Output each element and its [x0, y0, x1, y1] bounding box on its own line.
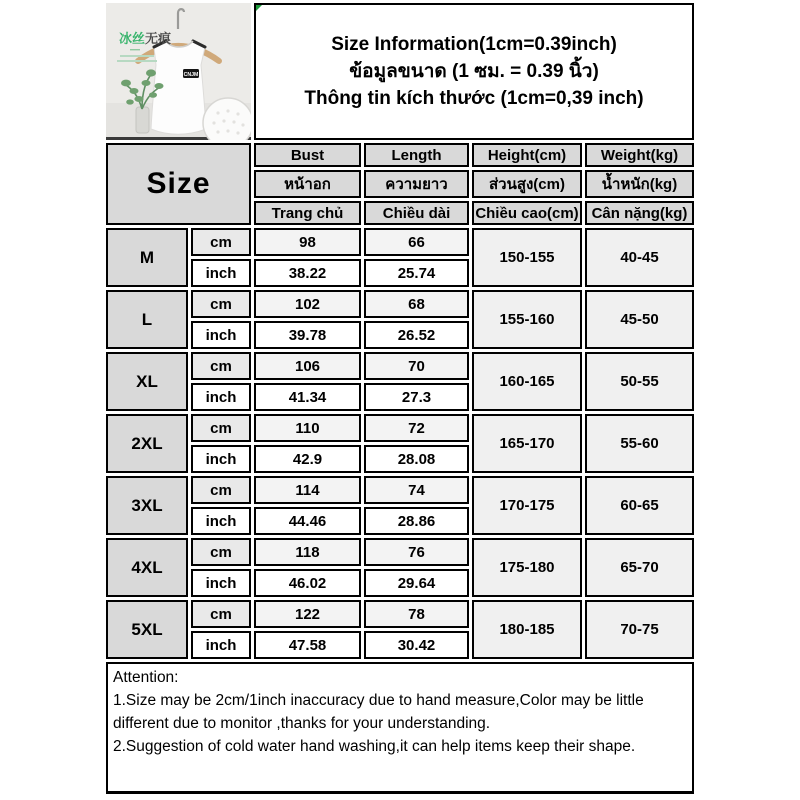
weight-range-value: 50-55: [585, 352, 694, 411]
length-cm-value: 72: [364, 414, 469, 442]
length-cm-value: 68: [364, 290, 469, 318]
unit-inch-cell: inch: [191, 569, 251, 597]
product-image-cell: [106, 3, 251, 140]
size-row-cm: [106, 538, 694, 566]
size-row-cm: [106, 290, 694, 318]
bust-inch-value: 46.02: [254, 569, 361, 597]
size-label-cell: XL: [106, 352, 188, 411]
bust-inch-value: 38.22: [254, 259, 361, 287]
size-label-cell: 2XL: [106, 414, 188, 473]
size-chart-content: [103, 0, 697, 797]
table-foot-section: [106, 662, 694, 794]
attention-title: Attention:: [113, 669, 179, 686]
length-inch-value: 30.42: [364, 631, 469, 659]
green-corner-marker-icon: [254, 3, 264, 13]
length-cm-value: 70: [364, 352, 469, 380]
size-table-body: [106, 228, 694, 659]
header-bust-th: หน้าอก: [254, 170, 361, 198]
header-weight-th: น้ำหนัก(kg): [585, 170, 694, 198]
weight-range-value: 55-60: [585, 414, 694, 473]
unit-cm-cell: cm: [191, 414, 251, 442]
bust-cm-value: 114: [254, 476, 361, 504]
unit-cm-cell: cm: [191, 290, 251, 318]
header-row-english: [106, 143, 694, 167]
attention-row: [106, 662, 694, 794]
bust-cm-value: 122: [254, 600, 361, 628]
size-label-cell: L: [106, 290, 188, 349]
plant-vase: [136, 107, 149, 133]
size-header-cell: Size: [106, 143, 251, 225]
product-photo: [106, 3, 251, 140]
unit-inch-cell: inch: [191, 631, 251, 659]
header-height-th: ส่วนสูง(cm): [472, 170, 582, 198]
brand-text: 冰丝无痕: [119, 31, 172, 46]
bust-inch-value: 44.46: [254, 507, 361, 535]
height-range-value: 155-160: [472, 290, 582, 349]
length-inch-value: 26.52: [364, 321, 469, 349]
bust-cm-value: 118: [254, 538, 361, 566]
size-row-cm: [106, 476, 694, 504]
title-english: Size Information(1cm=0.39inch): [331, 34, 617, 55]
header-height-en: Height(cm): [472, 143, 582, 167]
bust-cm-value: 98: [254, 228, 361, 256]
header-length-th: ความยาว: [364, 170, 469, 198]
title-vietnamese: Thông tin kích thước (1cm=0,39 inch): [304, 88, 644, 109]
length-cm-value: 78: [364, 600, 469, 628]
header-bust-en: Bust: [254, 143, 361, 167]
title-row: [106, 3, 694, 140]
attention-note-2: 2.Suggestion of cold water hand washing,it can help items keep their shape.: [113, 738, 636, 755]
size-label-cell: 4XL: [106, 538, 188, 597]
height-range-value: 160-165: [472, 352, 582, 411]
size-info-title-cell: [254, 3, 694, 140]
size-label-cell: M: [106, 228, 188, 287]
header-bust-vi: Trang chủ: [254, 201, 361, 225]
length-inch-value: 28.08: [364, 445, 469, 473]
header-weight-vi: Cân nặng(kg): [585, 201, 694, 225]
weight-range-value: 70-75: [585, 600, 694, 659]
brand-underline: [130, 49, 140, 50]
bust-inch-value: 39.78: [254, 321, 361, 349]
length-cm-value: 76: [364, 538, 469, 566]
bust-inch-value: 42.9: [254, 445, 361, 473]
unit-cm-cell: cm: [191, 538, 251, 566]
size-row-cm: [106, 414, 694, 442]
size-table: [103, 0, 697, 797]
bust-cm-value: 106: [254, 352, 361, 380]
length-inch-value: 27.3: [364, 383, 469, 411]
size-row-cm: [106, 352, 694, 380]
bust-inch-value: 47.58: [254, 631, 361, 659]
height-range-value: 150-155: [472, 228, 582, 287]
unit-inch-cell: inch: [191, 383, 251, 411]
height-range-value: 180-185: [472, 600, 582, 659]
unit-cm-cell: cm: [191, 228, 251, 256]
size-row-cm: [106, 228, 694, 256]
size-label-cell: 5XL: [106, 600, 188, 659]
weight-range-value: 45-50: [585, 290, 694, 349]
height-range-value: 175-180: [472, 538, 582, 597]
weight-range-value: 65-70: [585, 538, 694, 597]
table-head-section: [106, 3, 694, 225]
attention-note-1: 1.Size may be 2cm/1inch inaccuracy due to hand measure,Color may be little different due to monitor ,thanks for your understanding.: [113, 692, 644, 732]
length-cm-value: 66: [364, 228, 469, 256]
brand-tagline-line1: [120, 55, 154, 57]
chest-logo-text: CNJM: [183, 71, 199, 78]
unit-cm-cell: cm: [191, 352, 251, 380]
unit-cm-cell: cm: [191, 476, 251, 504]
height-range-value: 165-170: [472, 414, 582, 473]
length-inch-value: 29.64: [364, 569, 469, 597]
bust-cm-value: 102: [254, 290, 361, 318]
size-row-cm: [106, 600, 694, 628]
title-thai: ข้อมูลขนาด (1 ซม. = 0.39 นิ้ว): [349, 61, 599, 82]
brand-tagline-line2: [117, 60, 157, 62]
length-cm-value: 74: [364, 476, 469, 504]
header-weight-en: Weight(kg): [585, 143, 694, 167]
unit-inch-cell: inch: [191, 321, 251, 349]
weight-range-value: 40-45: [585, 228, 694, 287]
size-label-cell: 3XL: [106, 476, 188, 535]
length-inch-value: 28.86: [364, 507, 469, 535]
header-length-en: Length: [364, 143, 469, 167]
unit-cm-cell: cm: [191, 600, 251, 628]
header-height-vi: Chiều cao(cm): [472, 201, 582, 225]
unit-inch-cell: inch: [191, 507, 251, 535]
height-range-value: 170-175: [472, 476, 582, 535]
bust-inch-value: 41.34: [254, 383, 361, 411]
unit-inch-cell: inch: [191, 445, 251, 473]
header-length-vi: Chiều dài: [364, 201, 469, 225]
length-inch-value: 25.74: [364, 259, 469, 287]
attention-cell: [106, 662, 694, 794]
weight-range-value: 60-65: [585, 476, 694, 535]
bust-cm-value: 110: [254, 414, 361, 442]
unit-inch-cell: inch: [191, 259, 251, 287]
